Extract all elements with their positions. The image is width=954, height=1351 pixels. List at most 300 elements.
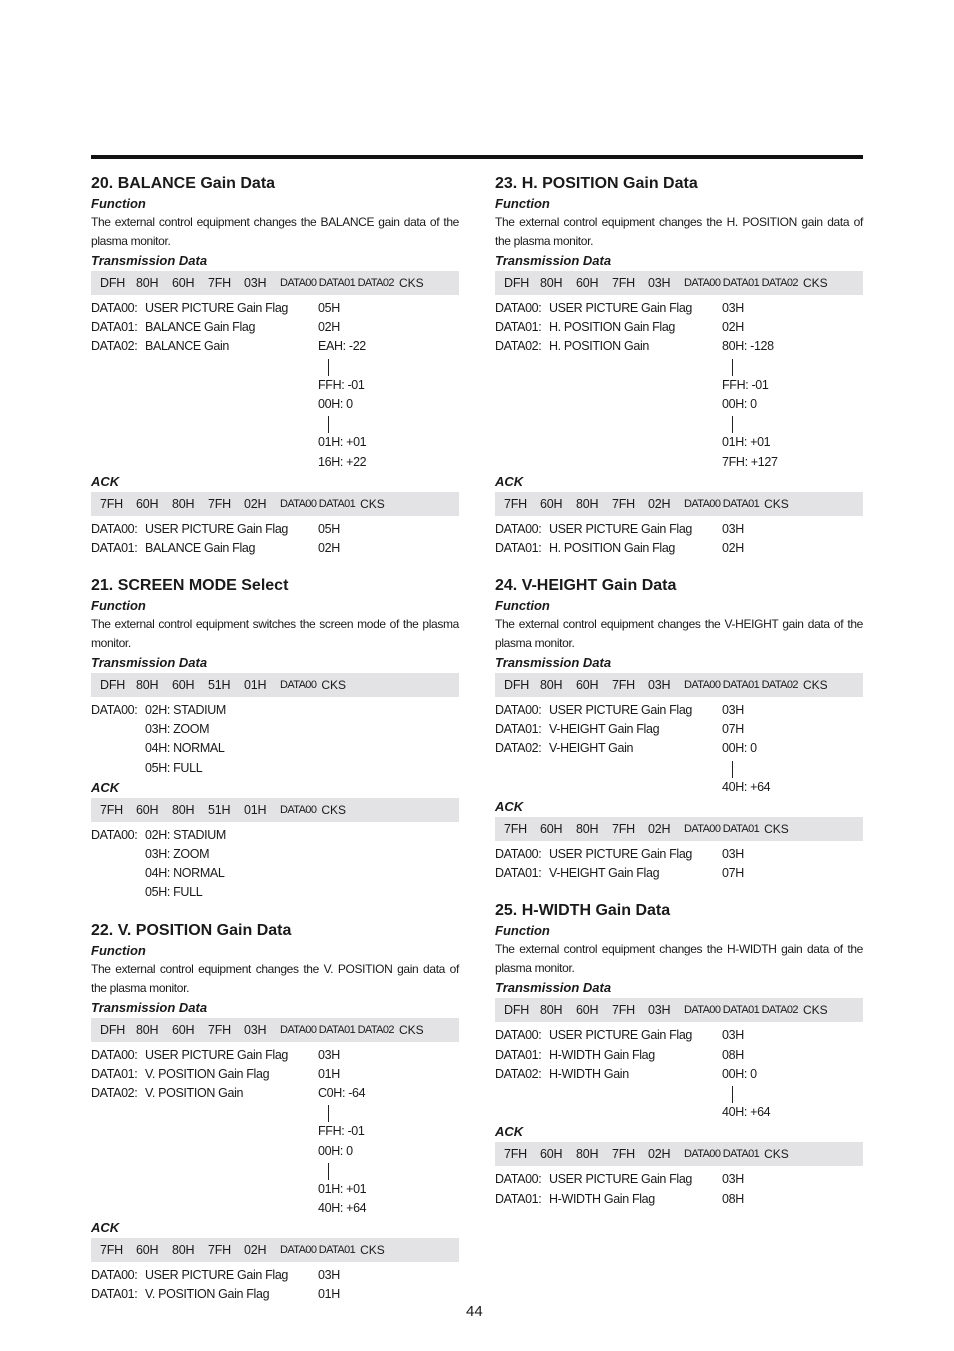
field-value: 02H	[722, 320, 744, 335]
transmission-label: Transmission Data	[495, 980, 612, 996]
top-rule	[91, 155, 863, 159]
command-byte: 60H	[576, 678, 599, 693]
field-label: DATA01:	[495, 320, 542, 335]
tx-data-rows	[91, 299, 459, 472]
field-name: USER PICTURE Gain Flag	[145, 301, 289, 315]
field-name: 04H: NORMAL	[145, 866, 225, 881]
command-byte: 7FH	[208, 496, 232, 511]
data-row	[495, 539, 863, 558]
function-text: The external control equipment changes the V. POSITION gain data of the plasma monitor.	[91, 961, 459, 995]
field-name: V. POSITION Gain Flag	[145, 1287, 270, 1302]
field-name: BALANCE Gain Flag	[145, 540, 256, 555]
field-value: 03H	[722, 847, 744, 861]
transmission-label: Transmission Data	[91, 253, 208, 268]
ack-label: ACK	[495, 473, 524, 489]
command-byte: 03H	[244, 276, 267, 290]
field-label: DATA00:	[91, 703, 138, 718]
tx-command-bar	[91, 673, 459, 697]
data-bytes: DATA00 DATA01 DATA02	[280, 1023, 394, 1036]
page-number: 44	[466, 1303, 483, 1320]
transmission-label: Transmission Data	[495, 253, 612, 268]
tx-command-bar	[495, 673, 863, 697]
command-byte: 7FH	[208, 1022, 232, 1037]
data-row	[495, 453, 863, 472]
data-row	[495, 520, 863, 539]
data-row	[495, 433, 863, 452]
section-v-position-gain	[91, 921, 459, 1305]
section-balance-gain	[91, 174, 459, 558]
field-value: FFH: -01	[318, 1124, 365, 1139]
range-line	[495, 759, 863, 778]
ack-label: ACK	[495, 799, 524, 814]
field-value: 7FH: +127	[722, 454, 778, 469]
function-text: The external control equipment changes the BALANCE gain data of the plasma monitor.	[91, 215, 459, 248]
field-value: FFH: -01	[722, 377, 769, 392]
field-name: 03H: ZOOM	[145, 722, 210, 737]
data-row	[91, 1266, 459, 1285]
field-label: DATA01:	[91, 320, 138, 335]
field-name: BALANCE Gain	[145, 339, 230, 354]
field-value: C0H: -64	[318, 1085, 366, 1100]
data-row	[91, 720, 459, 739]
field-name: USER PICTURE Gain Flag	[549, 1172, 693, 1187]
range-line	[495, 357, 863, 376]
function-label: Function	[91, 598, 146, 614]
data-row	[495, 1026, 863, 1045]
command-byte: 80H	[136, 678, 159, 693]
data-row	[91, 376, 459, 395]
data-bytes: DATA00 DATA01 DATA02	[684, 1004, 798, 1017]
command-byte: 60H	[540, 822, 563, 836]
data-row	[91, 1142, 459, 1161]
command-byte: 02H	[244, 1243, 267, 1258]
data-row	[495, 1103, 863, 1122]
checksum: CKS	[802, 276, 828, 290]
field-value: 08H	[722, 1047, 744, 1062]
function-text: The external control equipment changes the V-HEIGHT gain data of the plasma monitor.	[495, 617, 863, 651]
command-byte: 60H	[136, 1243, 159, 1258]
field-name: V. POSITION Gain	[145, 1085, 244, 1100]
field-label: DATA01:	[91, 540, 138, 555]
data-bytes: DATA00 DATA01	[684, 823, 760, 835]
ack-data-rows	[495, 520, 863, 558]
field-value: 00H: 0	[722, 741, 757, 756]
field-value: 08H	[722, 1191, 744, 1206]
field-name: V-HEIGHT Gain	[549, 741, 634, 756]
data-row	[91, 337, 459, 356]
field-value: 00H: 0	[722, 396, 757, 411]
data-row	[495, 739, 863, 758]
field-label: DATA00:	[91, 1047, 138, 1062]
command-byte: 7FH	[100, 1243, 124, 1258]
field-value: 16H: +22	[318, 454, 367, 469]
field-label: DATA00:	[495, 1028, 542, 1043]
field-name: 02H: STADIUM	[145, 703, 226, 718]
transmission-label: Transmission Data	[91, 999, 208, 1015]
function-label: Function	[91, 196, 146, 211]
field-name: H-WIDTH Gain Flag	[549, 1047, 655, 1062]
field-label: DATA00:	[495, 521, 542, 536]
ack-label: ACK	[91, 1220, 120, 1236]
data-row	[91, 826, 459, 845]
checksum: CKS	[764, 822, 789, 836]
tx-command-bar	[91, 1018, 459, 1042]
command-byte: 51H	[208, 802, 231, 817]
field-name: V. POSITION Gain Flag	[145, 1066, 270, 1081]
tx-command-bar	[495, 998, 863, 1022]
ack-command-bar	[91, 492, 459, 516]
command-byte: 7FH	[612, 1147, 636, 1162]
ack-data-rows	[495, 845, 863, 883]
checksum: CKS	[360, 496, 385, 511]
checksum: CKS	[802, 678, 828, 693]
section-h-width-gain	[495, 901, 863, 1208]
data-row	[495, 720, 863, 739]
ack-command-bar	[91, 1238, 459, 1262]
data-row	[495, 395, 863, 414]
field-name: H-WIDTH Gain Flag	[549, 1191, 655, 1206]
command-byte: 80H	[172, 496, 195, 511]
data-row	[91, 433, 459, 452]
data-bytes: DATA00	[280, 679, 317, 692]
data-bytes: DATA00 DATA01 DATA02	[280, 277, 394, 289]
ack-command-bar	[91, 798, 459, 822]
field-name: USER PICTURE Gain Flag	[145, 1047, 289, 1062]
field-value: 80H: -128	[722, 339, 774, 354]
command-byte: DFH	[504, 276, 530, 290]
field-name: 05H: FULL	[145, 760, 203, 775]
checksum: CKS	[764, 496, 789, 511]
data-bytes: DATA00 DATA01	[684, 1148, 760, 1161]
data-row	[495, 701, 863, 720]
field-value: 07H	[722, 722, 744, 737]
data-row	[91, 395, 459, 414]
command-byte: 60H	[172, 678, 195, 693]
data-row	[495, 337, 863, 356]
field-value: 03H	[722, 703, 744, 718]
function-label: Function	[495, 196, 550, 211]
field-value: 01H	[318, 1287, 340, 1302]
command-byte: 7FH	[100, 496, 124, 511]
data-row	[91, 845, 459, 864]
data-row	[91, 1122, 459, 1141]
data-row	[495, 1170, 863, 1189]
command-byte: 03H	[648, 678, 671, 693]
range-line	[91, 414, 459, 433]
function-label: Function	[495, 598, 550, 614]
field-value: 00H: 0	[318, 396, 353, 411]
command-byte: 51H	[208, 678, 231, 693]
command-byte: 60H	[540, 1147, 563, 1162]
command-byte: 7FH	[100, 802, 124, 817]
field-value: 03H	[722, 521, 744, 536]
field-label: DATA02:	[495, 339, 542, 354]
command-byte: 7FH	[612, 276, 636, 290]
command-byte: DFH	[100, 276, 126, 290]
command-byte: 02H	[648, 822, 671, 836]
field-name: 03H: ZOOM	[145, 847, 210, 861]
field-name: USER PICTURE Gain Flag	[145, 521, 289, 536]
data-row	[91, 1065, 459, 1084]
tx-data-rows	[495, 299, 863, 472]
data-row	[495, 1046, 863, 1065]
command-byte: 03H	[648, 276, 671, 290]
field-name: H. POSITION Gain Flag	[549, 540, 676, 555]
section-v-height-gain	[495, 576, 863, 883]
data-row	[495, 864, 863, 883]
range-line	[91, 357, 459, 376]
command-byte: 03H	[244, 1022, 267, 1037]
command-byte: 7FH	[208, 276, 232, 290]
field-label: DATA00:	[91, 301, 138, 315]
field-name: BALANCE Gain Flag	[145, 320, 256, 335]
checksum: CKS	[802, 1003, 828, 1018]
command-byte: 01H	[244, 678, 267, 693]
field-value: 40H: +64	[722, 1105, 771, 1120]
field-value: 00H: 0	[722, 1066, 757, 1081]
field-name: H. POSITION Gain	[549, 339, 649, 354]
field-value: 01H: +01	[318, 1181, 367, 1196]
field-value: 03H	[318, 1047, 340, 1062]
field-name: USER PICTURE Gain Flag	[549, 703, 693, 718]
command-byte: 60H	[172, 1022, 195, 1037]
field-name: V-HEIGHT Gain Flag	[549, 722, 660, 737]
field-name: 05H: FULL	[145, 885, 203, 900]
field-value: 01H	[318, 1066, 340, 1081]
checksum: CKS	[398, 276, 424, 290]
field-label: DATA00:	[495, 1172, 542, 1187]
command-byte: 60H	[172, 276, 195, 290]
tx-data-rows	[91, 701, 459, 778]
data-row	[495, 778, 863, 797]
data-row	[91, 1046, 459, 1065]
command-byte: 03H	[648, 1003, 671, 1018]
data-row	[91, 1199, 459, 1218]
field-value: 40H: +64	[722, 779, 771, 794]
section-title: 25. H-WIDTH Gain Data	[495, 902, 671, 920]
ack-data-rows	[91, 826, 459, 903]
command-byte: 7FH	[612, 678, 636, 693]
tx-data-rows	[91, 1046, 459, 1219]
command-byte: 80H	[576, 1147, 599, 1162]
command-byte: 7FH	[612, 496, 636, 511]
section-title: 22. V. POSITION Gain Data	[91, 921, 292, 939]
field-name: USER PICTURE Gain Flag	[549, 847, 693, 861]
command-byte: 80H	[576, 822, 599, 836]
tx-command-bar	[495, 271, 863, 295]
range-line	[91, 1103, 459, 1122]
function-label: Function	[91, 942, 146, 958]
command-byte: DFH	[100, 678, 126, 693]
command-byte: 02H	[648, 496, 671, 511]
command-byte: 80H	[540, 1003, 563, 1018]
ack-label: ACK	[91, 779, 120, 795]
field-value: 02H	[318, 540, 340, 555]
field-value: 40H: +64	[318, 1201, 367, 1216]
field-name: H. POSITION Gain Flag	[549, 320, 676, 335]
command-byte: 80H	[136, 1022, 159, 1037]
field-label: DATA01:	[495, 1047, 542, 1062]
data-row	[495, 845, 863, 864]
field-label: DATA00:	[495, 703, 542, 718]
ack-data-rows	[495, 1170, 863, 1208]
data-bytes: DATA00	[280, 803, 317, 816]
command-byte: 60H	[540, 496, 563, 511]
data-row	[91, 299, 459, 318]
function-label: Function	[495, 923, 550, 939]
data-row	[91, 520, 459, 539]
section-title: 20. BALANCE Gain Data	[91, 175, 276, 192]
field-label: DATA01:	[495, 540, 542, 555]
ack-command-bar	[495, 817, 863, 841]
command-byte: DFH	[100, 1022, 126, 1037]
command-byte: 7FH	[208, 1243, 232, 1258]
field-label: DATA00:	[495, 301, 542, 315]
ack-data-rows	[91, 520, 459, 558]
command-byte: 7FH	[612, 822, 636, 836]
checksum: CKS	[321, 678, 347, 693]
command-byte: DFH	[504, 678, 530, 693]
field-name: USER PICTURE Gain Flag	[549, 521, 693, 536]
section-title: 24. V-HEIGHT Gain Data	[495, 577, 677, 595]
command-byte: 7FH	[504, 822, 528, 836]
function-text: The external control equipment changes the H. POSITION gain data of the plasma monitor.	[495, 215, 863, 248]
command-byte: 7FH	[504, 1147, 528, 1162]
data-row	[91, 701, 459, 720]
data-row	[495, 376, 863, 395]
tx-data-rows	[495, 701, 863, 797]
field-name: USER PICTURE Gain Flag	[549, 301, 693, 315]
field-label: DATA00:	[495, 847, 542, 861]
data-bytes: DATA00 DATA01	[280, 1244, 356, 1257]
data-row	[91, 864, 459, 883]
field-name: 04H: NORMAL	[145, 741, 225, 756]
field-name: V-HEIGHT Gain Flag	[549, 866, 660, 881]
field-value: 03H	[722, 1172, 744, 1187]
data-bytes: DATA00 DATA01	[280, 497, 356, 510]
data-row	[495, 1065, 863, 1084]
command-byte: 80H	[172, 802, 195, 817]
data-row	[91, 1180, 459, 1199]
field-value: 03H	[722, 301, 744, 315]
data-bytes: DATA00 DATA01 DATA02	[684, 277, 798, 289]
transmission-label: Transmission Data	[495, 655, 612, 671]
data-row	[91, 1285, 459, 1304]
field-value: 01H: +01	[318, 435, 367, 450]
field-label: DATA01:	[495, 866, 542, 881]
field-value: 05H	[318, 301, 340, 315]
field-label: DATA00:	[91, 827, 138, 842]
command-byte: 60H	[136, 802, 159, 817]
command-byte: DFH	[504, 1003, 530, 1018]
transmission-label: Transmission Data	[91, 655, 208, 671]
data-bytes: DATA00 DATA01 DATA02	[684, 679, 798, 692]
section-screen-mode	[91, 576, 459, 903]
field-label: DATA02:	[495, 741, 542, 756]
command-byte: 80H	[576, 496, 599, 511]
command-byte: 7FH	[504, 496, 528, 511]
field-value: 07H	[722, 866, 744, 881]
field-value: FFH: -01	[318, 377, 365, 392]
range-line	[91, 1161, 459, 1180]
field-name: USER PICTURE Gain Flag	[549, 1028, 693, 1043]
ack-label: ACK	[91, 473, 120, 489]
data-row	[91, 539, 459, 558]
left-column	[91, 174, 459, 1305]
command-byte: 80H	[540, 276, 563, 290]
data-row	[495, 318, 863, 337]
field-value: 02H	[722, 540, 744, 555]
command-byte: 7FH	[612, 1003, 636, 1018]
field-label: DATA01:	[495, 1191, 542, 1206]
field-label: DATA01:	[91, 1066, 138, 1081]
command-byte: 80H	[540, 678, 563, 693]
command-byte: 60H	[136, 496, 159, 511]
checksum: CKS	[321, 802, 347, 817]
command-byte: 80H	[172, 1243, 195, 1258]
tx-command-bar	[91, 271, 459, 295]
command-byte: 01H	[244, 802, 267, 817]
field-name: 02H: STADIUM	[145, 827, 226, 842]
data-row	[91, 318, 459, 337]
data-row	[91, 453, 459, 472]
data-row	[495, 1190, 863, 1209]
checksum: CKS	[398, 1022, 424, 1037]
ack-command-bar	[495, 492, 863, 516]
field-value: 02H	[318, 320, 340, 335]
field-label: DATA02:	[495, 1066, 542, 1081]
field-label: DATA01:	[91, 1287, 138, 1302]
field-value: 01H: +01	[722, 435, 771, 450]
function-text: The external control equipment changes the H-WIDTH gain data of the plasma monitor.	[495, 942, 863, 976]
data-row	[495, 299, 863, 318]
section-title: 21. SCREEN MODE Select	[91, 577, 289, 595]
right-column	[495, 174, 863, 1209]
command-byte: 02H	[244, 496, 267, 511]
command-byte: 80H	[136, 276, 159, 290]
field-name: USER PICTURE Gain Flag	[145, 1268, 289, 1283]
ack-command-bar	[495, 1142, 863, 1166]
checksum: CKS	[360, 1243, 385, 1258]
section-title: 23. H. POSITION Gain Data	[495, 175, 698, 192]
field-label: DATA01:	[495, 722, 542, 737]
field-name: H-WIDTH Gain	[549, 1066, 629, 1081]
command-byte: 60H	[576, 1003, 599, 1018]
tx-data-rows	[495, 1026, 863, 1122]
ack-data-rows	[91, 1266, 459, 1304]
field-label: DATA02:	[91, 1085, 138, 1100]
field-value: 05H	[318, 521, 340, 536]
field-value: 00H: 0	[318, 1143, 353, 1158]
field-value: 03H	[318, 1268, 340, 1283]
data-row	[91, 739, 459, 758]
function-text: The external control equipment switches the screen mode of the plasma monitor.	[91, 617, 459, 651]
data-row	[91, 759, 459, 778]
command-byte: 02H	[648, 1147, 671, 1162]
field-label: DATA00:	[91, 521, 138, 536]
ack-label: ACK	[495, 1124, 524, 1140]
field-value: 03H	[722, 1028, 744, 1043]
field-label: DATA02:	[91, 339, 138, 354]
command-byte: 60H	[576, 276, 599, 290]
section-h-position-gain	[495, 174, 863, 558]
range-line	[495, 1084, 863, 1103]
field-value: EAH: -22	[318, 339, 366, 354]
data-row	[91, 883, 459, 902]
range-line	[495, 414, 863, 433]
field-label: DATA00:	[91, 1268, 138, 1283]
data-row	[91, 1084, 459, 1103]
